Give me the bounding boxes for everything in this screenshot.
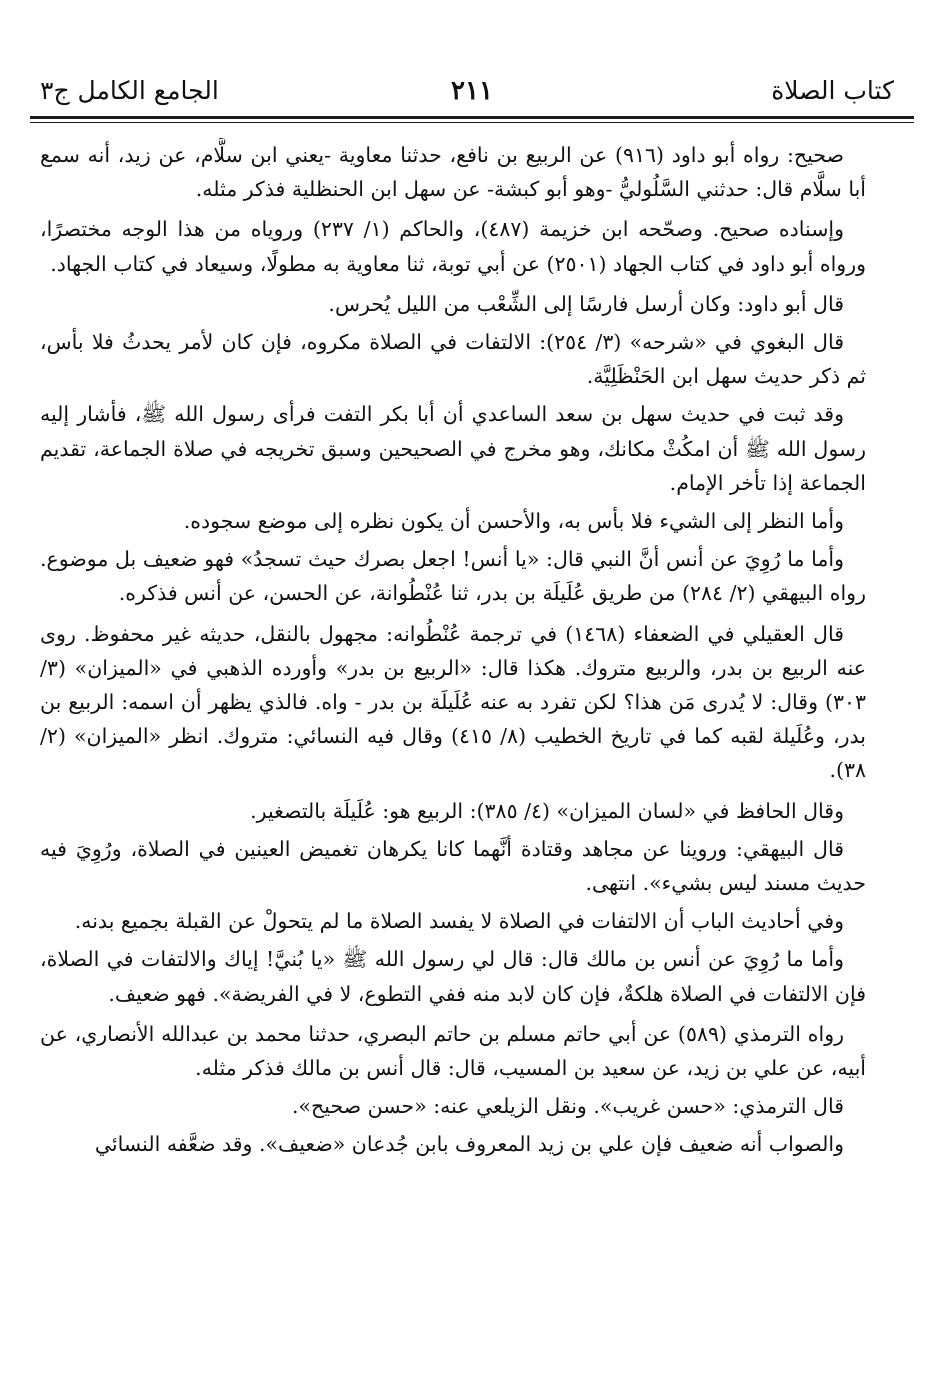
paragraph-11: وفي أحاديث الباب أن الالتفات في الصلاة لا يفسد الصلاة ما لم يتحولْ عن القبلة بجميع بدنه.	[74, 909, 844, 934]
paragraph-10: قال البيهقي: وروينا عن مجاهد وقتادة أنَّهما كانا يكرهان تغميض العينين في الصلاة، ورُوِيَ فيه حديث مسند ليس بشيء». انتهى.	[40, 836, 866, 896]
paragraph-9: وقال الحافظ في «لسان الميزان» (٤/ ٣٨٥): الربيع هو: عُلَيلَة بالتصغير.	[250, 798, 844, 823]
paragraph-2: وإسناده صحيح. وصحّحه ابن خزيمة (٤٨٧)، والحاكم (١/ ٢٣٧) وروياه من هذا الوجه مختصرًا، ورواه أبو داود في كتاب الجهاد (٢٥٠١) عن أبي توبة، ثنا معاوية به مطولًا، وسيعاد في كتاب الجهاد.	[40, 217, 866, 276]
paragraph-1: صحيح: رواه أبو داود (٩١٦) عن الربيع بن نافع، حدثنا معاوية -يعني ابن سلَّام، عن زيد، أنه سمع أبا سلَّام قال: حدثني السَّلُوليُّ -وهو أبو كبشة- عن سهل ابن الحنظلية فذكر مثله.	[40, 143, 866, 202]
running-header	[30, 68, 914, 116]
header-rule-thin	[30, 122, 914, 123]
paragraph-15: والصواب أنه ضعيف فإن علي بن زيد المعروف بابن جُدعان «ضعيف». وقد ضعَّفه النسائي	[94, 1132, 844, 1157]
paragraph-6: وأما النظر إلى الشيء فلا بأس به، والأحسن أن يكون نظره إلى موضع سجوده.	[183, 509, 844, 534]
paragraph-7: وأما ما رُوِيَ عن أنس أنَّ النبي قال: «يا أنس! اجعل بصرك حيث تسجدُ» فهو ضعيف بل موضوع. رواه البيهقي (٢/ ٢٨٤) من طريق عُلَيلَة بن بدر، ثنا عُنْطُوانة، عن الحسن، عن أنس فذكره.	[40, 547, 866, 606]
paragraph-4: قال البغوي في «شرحه» (٣/ ٢٥٤): الالتفات في الصلاة مكروه، فإن كان لأمر يحدثُ فلا بأس، ثم ذكر حديث سهل ابن الحَنْظَلِيَّة.	[40, 330, 866, 389]
paragraph-8: قال العقيلي في الضعفاء (١٤٦٨) في ترجمة عُنْطُوانه: مجهول بالنقل، حديثه غير محفوظ. روى عنه الربيع بن بدر، والربيع متروك. هكذا قال: «الربيع بن بدر» وأورده الذهبي في «الميزان» (٣/ ٣٠٣) وقال: لا يُدرى مَن هذا؟ لكن تفرد به عنه عُلَيلَة بن بدر - واه. فالذي يظهر أن اسمه: الربيع بن بدر، وعُلَيلة لقبه كما في تاريخ الخطيب (٨/ ٤١٥) وقال فيه النسائي: متروك. انظر «الميزان» (٢/ ٣٨).	[40, 621, 866, 783]
paragraph-13: رواه الترمذي (٥٨٩) عن أبي حاتم مسلم بن حاتم البصري، حدثنا محمد بن عبدالله الأنصاري، عن أبيه، عن علي بن زيد، عن سعيد بن المسيب، قال: قال أنس بن مالك فذكر مثله.	[40, 1021, 866, 1081]
header-rule-thick	[30, 116, 914, 119]
paragraph-3: قال أبو داود: وكان أرسل فارسًا إلى الشِّعْب من الليل يُحرس.	[328, 291, 844, 316]
paragraph-12: وأما ما رُوِيَ عن أنس بن مالك قال: قال لي رسول الله ﷺ «يا بُنيَّ! إياك والالتفات في الصلاة، فإن الالتفات في الصلاة هلكةٌ، فإن كان لابد منه ففي التطوع، لا في الفريضة». فهو ضعيف.	[40, 947, 866, 1006]
page-number: ٢١١	[451, 76, 493, 106]
paragraph-5: وقد ثبت في حديث سهل بن سعد الساعدي أن أبا بكر التفت فرأى رسول الله ﷺ، فأشار إليه رسول الله ﷺ أن امكُثْ مكانك، وهو مخرج في الصحيحين وسبق تخريجه في صلاة الجماعة، تقديم الجماعة إذا تأخر الإمام.	[40, 402, 866, 495]
book-title: الجامع الكامل ج٣	[40, 76, 219, 105]
paragraph-14: قال الترمذي: «حسن غريب». ونقل الزيلعي عنه: «حسن صحيح».	[292, 1094, 844, 1119]
book-section-title: كتاب الصلاة	[771, 76, 894, 105]
body-text	[40, 138, 866, 1365]
